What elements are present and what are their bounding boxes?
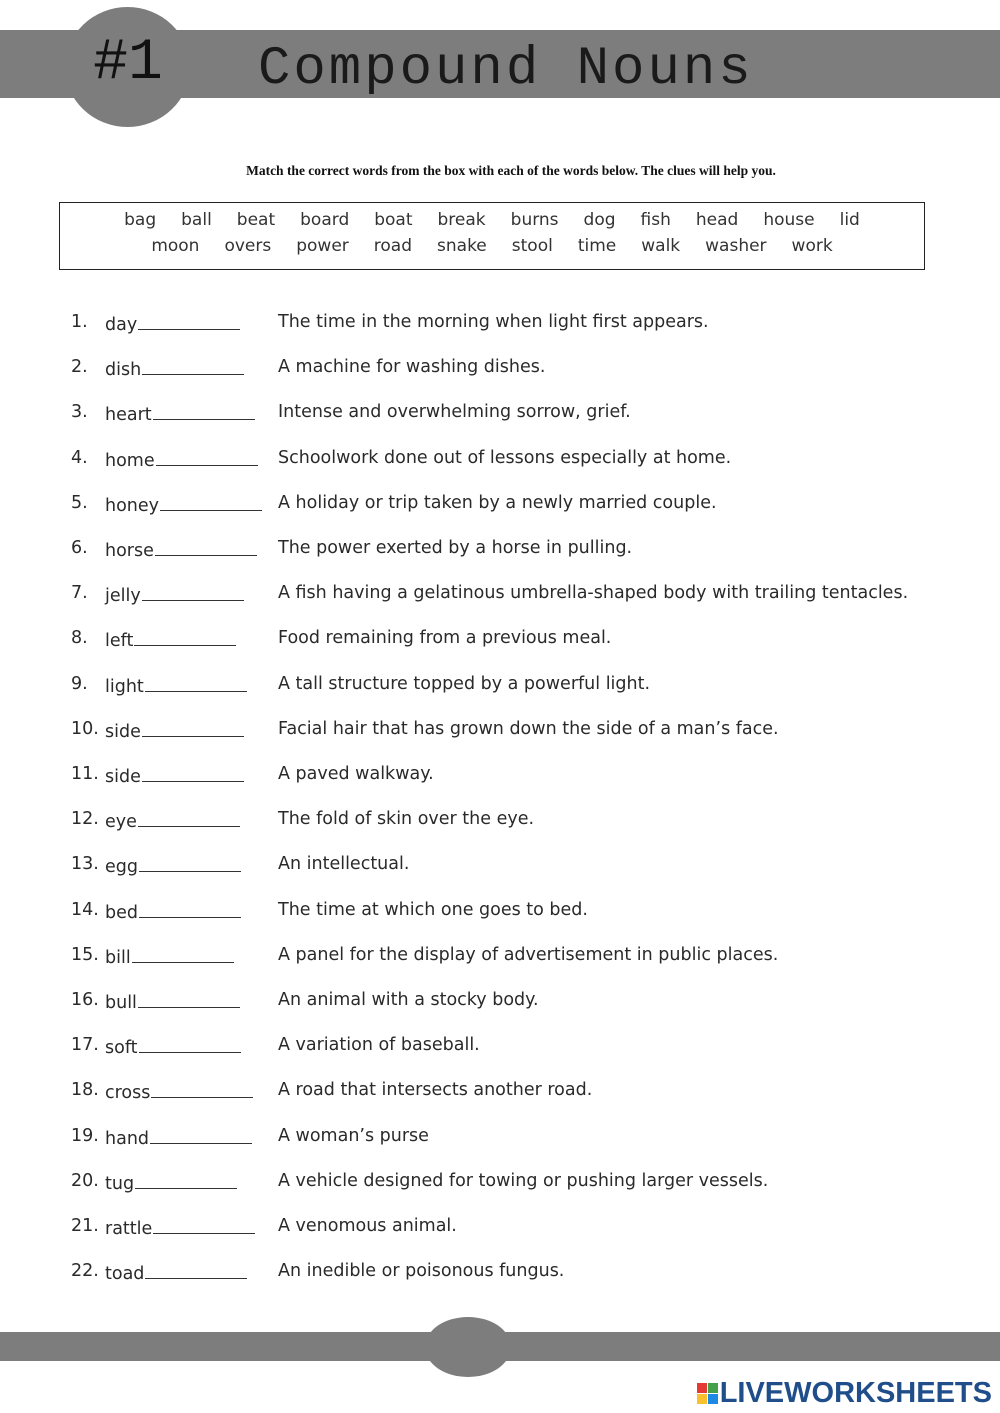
- answer-blank[interactable]: [139, 1030, 241, 1053]
- answer-blank[interactable]: [153, 1211, 255, 1234]
- answer-blank[interactable]: [145, 1256, 247, 1279]
- word-box-word: stool: [511, 236, 553, 256]
- word-box-word: road: [373, 236, 413, 256]
- item-number: 12.: [71, 809, 99, 829]
- item-number: 4.: [71, 448, 88, 468]
- footer-badge: [425, 1317, 511, 1377]
- item-number: 14.: [71, 900, 99, 920]
- word-box-word: board: [300, 210, 350, 230]
- word-box: [59, 202, 925, 270]
- answer-blank[interactable]: [139, 849, 241, 872]
- item-clue: Intense and overwhelming sorrow, grief.: [278, 402, 631, 422]
- exercise-item: [0, 533, 1000, 563]
- item-word-group: [105, 849, 241, 882]
- exercise-item: [0, 397, 1000, 427]
- exercise-item: [0, 714, 1000, 744]
- word-box-word: ball: [181, 210, 212, 230]
- item-number: 19.: [71, 1126, 99, 1146]
- word-box-word: walk: [641, 236, 681, 256]
- item-word: hand: [105, 1129, 150, 1149]
- item-word: rattle: [105, 1219, 153, 1239]
- item-number: 2.: [71, 357, 88, 377]
- logo-square: [708, 1394, 718, 1404]
- item-word-group: [105, 940, 234, 973]
- item-number: 10.: [71, 719, 99, 739]
- item-word-group: [105, 533, 257, 566]
- item-number: 18.: [71, 1080, 99, 1100]
- logo-square: [708, 1383, 718, 1393]
- answer-blank[interactable]: [142, 759, 244, 782]
- exercise-item: [0, 1211, 1000, 1241]
- item-word: light: [105, 677, 144, 697]
- logo-square: [697, 1394, 707, 1404]
- item-word: dish: [105, 360, 142, 380]
- item-word: heart: [105, 405, 152, 425]
- exercise-item: [0, 849, 1000, 879]
- item-word: bull: [105, 993, 137, 1013]
- item-word-group: [105, 895, 241, 928]
- item-word-group: [105, 1075, 253, 1108]
- answer-blank[interactable]: [135, 1166, 237, 1189]
- word-box-word: lid: [839, 210, 860, 230]
- exercise-item: [0, 488, 1000, 518]
- item-number: 6.: [71, 538, 88, 558]
- word-box-word: house: [763, 210, 815, 230]
- answer-blank[interactable]: [142, 578, 244, 601]
- answer-blank[interactable]: [156, 443, 258, 466]
- item-number: 8.: [71, 628, 88, 648]
- answer-blank[interactable]: [142, 714, 244, 737]
- item-word-group: [105, 759, 244, 792]
- item-clue: A fish having a gelatinous umbrella-shaped body with trailing tentacles.: [278, 583, 909, 603]
- exercise-item: [0, 1030, 1000, 1060]
- instructions: Match the correct words from the box with each of the words below. The clues will help you.: [246, 163, 776, 178]
- logo-text: LIVEWORKSHEETS: [719, 1376, 992, 1409]
- item-word: side: [105, 767, 141, 787]
- answer-blank[interactable]: [155, 533, 257, 556]
- word-box-row-2: [60, 236, 924, 262]
- exercise-item: [0, 895, 1000, 925]
- word-box-word: dog: [583, 210, 616, 230]
- exercise-item: [0, 940, 1000, 970]
- item-clue: A variation of baseball.: [278, 1035, 480, 1055]
- word-box-word: beat: [236, 210, 276, 230]
- item-word-group: [105, 488, 262, 521]
- exercise-item: [0, 307, 1000, 337]
- exercise-item: [0, 1075, 1000, 1105]
- exercise-item: [0, 352, 1000, 382]
- item-word-group: [105, 669, 247, 702]
- item-clue: The time at which one goes to bed.: [278, 900, 588, 920]
- word-box-word: overs: [224, 236, 272, 256]
- word-box-word: bag: [124, 210, 157, 230]
- logo-square: [697, 1383, 707, 1393]
- item-clue: An animal with a stocky body.: [278, 990, 539, 1010]
- item-clue: A vehicle designed for towing or pushing larger vessels.: [278, 1171, 769, 1191]
- item-clue: Food remaining from a previous meal.: [278, 628, 612, 648]
- answer-blank[interactable]: [150, 1121, 252, 1144]
- item-clue: A tall structure topped by a powerful light.: [278, 674, 651, 694]
- item-number: 3.: [71, 402, 88, 422]
- answer-blank[interactable]: [134, 623, 236, 646]
- word-box-word: burns: [510, 210, 559, 230]
- item-clue: The power exerted by a horse in pulling.: [278, 538, 633, 558]
- item-word-group: [105, 352, 244, 385]
- exercise-item: [0, 578, 1000, 608]
- item-number: 11.: [71, 764, 99, 784]
- item-number: 22.: [71, 1261, 99, 1281]
- word-box-row-1: [60, 210, 924, 236]
- item-word-group: [105, 397, 255, 430]
- exercise-item: [0, 669, 1000, 699]
- word-box-word: work: [791, 236, 833, 256]
- item-clue: A paved walkway.: [278, 764, 434, 784]
- item-number: 9.: [71, 674, 88, 694]
- item-clue: A road that intersects another road.: [278, 1080, 593, 1100]
- item-word-group: [105, 578, 244, 611]
- item-clue: Schoolwork done out of lessons especially at home.: [278, 448, 732, 468]
- item-word-group: [105, 804, 240, 837]
- answer-blank[interactable]: [145, 669, 247, 692]
- item-word: side: [105, 722, 141, 742]
- item-word: left: [105, 631, 134, 651]
- item-clue: A panel for the display of advertisement in public places.: [278, 945, 779, 965]
- exercise-item: [0, 985, 1000, 1015]
- liveworksheets-logo-icon: [697, 1383, 718, 1404]
- answer-blank[interactable]: [138, 804, 240, 827]
- item-number: 13.: [71, 854, 99, 874]
- item-number: 5.: [71, 493, 88, 513]
- word-box-word: time: [577, 236, 617, 256]
- item-word-group: [105, 623, 236, 656]
- item-number: 16.: [71, 990, 99, 1010]
- item-word-group: [105, 307, 240, 340]
- worksheet-number: #1: [93, 31, 163, 96]
- exercise-item: [0, 1166, 1000, 1196]
- word-box-word: moon: [151, 236, 200, 256]
- item-word: eye: [105, 812, 137, 832]
- item-clue: A holiday or trip taken by a newly married couple.: [278, 493, 717, 513]
- item-number: 20.: [71, 1171, 99, 1191]
- word-box-word: head: [695, 210, 739, 230]
- answer-blank[interactable]: [142, 352, 244, 375]
- item-clue: An inedible or poisonous fungus.: [278, 1261, 565, 1281]
- item-number: 17.: [71, 1035, 99, 1055]
- answer-blank[interactable]: [139, 895, 241, 918]
- exercise-item: [0, 1121, 1000, 1151]
- item-word: bill: [105, 948, 131, 968]
- item-word-group: [105, 1121, 252, 1154]
- exercise-item: [0, 623, 1000, 653]
- word-box-word: power: [296, 236, 349, 256]
- answer-blank[interactable]: [132, 940, 234, 963]
- answer-blank[interactable]: [138, 307, 240, 330]
- exercise-item: [0, 759, 1000, 789]
- item-word-group: [105, 1166, 237, 1199]
- item-word-group: [105, 1211, 255, 1244]
- item-number: 15.: [71, 945, 99, 965]
- item-number: 1.: [71, 312, 88, 332]
- worksheet-title: Compound Nouns: [258, 39, 754, 100]
- word-box-word: boat: [374, 210, 413, 230]
- item-word: jelly: [105, 586, 141, 606]
- item-word: egg: [105, 857, 138, 877]
- item-word: day: [105, 315, 138, 335]
- item-word-group: [105, 714, 244, 747]
- item-number: 7.: [71, 583, 88, 603]
- exercise-item: [0, 804, 1000, 834]
- word-box-word: snake: [437, 236, 487, 256]
- item-clue: An intellectual.: [278, 854, 410, 874]
- answer-blank[interactable]: [138, 985, 240, 1008]
- answer-blank[interactable]: [151, 1075, 253, 1098]
- item-word: honey: [105, 496, 160, 516]
- liveworksheets-logo[interactable]: [697, 1378, 992, 1408]
- word-box-word: break: [437, 210, 486, 230]
- item-word: home: [105, 451, 155, 471]
- item-word-group: [105, 1256, 247, 1289]
- item-word: tug: [105, 1174, 135, 1194]
- answer-blank[interactable]: [153, 397, 255, 420]
- exercise-item: [0, 443, 1000, 473]
- item-clue: A woman’s purse: [278, 1126, 429, 1146]
- item-word-group: [105, 985, 240, 1018]
- item-clue: Facial hair that has grown down the side of a man’s face.: [278, 719, 779, 739]
- item-clue: The time in the morning when light first appears.: [278, 312, 709, 332]
- item-clue: A venomous animal.: [278, 1216, 457, 1236]
- answer-blank[interactable]: [160, 488, 262, 511]
- item-word: horse: [105, 541, 154, 561]
- item-word-group: [105, 443, 258, 476]
- item-clue: The fold of skin over the eye.: [278, 809, 535, 829]
- item-word: bed: [105, 903, 138, 923]
- item-number: 21.: [71, 1216, 99, 1236]
- item-word: soft: [105, 1038, 138, 1058]
- item-word: cross: [105, 1083, 151, 1103]
- word-box-word: washer: [705, 236, 767, 256]
- item-clue: A machine for washing dishes.: [278, 357, 546, 377]
- exercise-item: [0, 1256, 1000, 1286]
- item-word: toad: [105, 1264, 145, 1284]
- item-word-group: [105, 1030, 241, 1063]
- word-box-word: fish: [640, 210, 671, 230]
